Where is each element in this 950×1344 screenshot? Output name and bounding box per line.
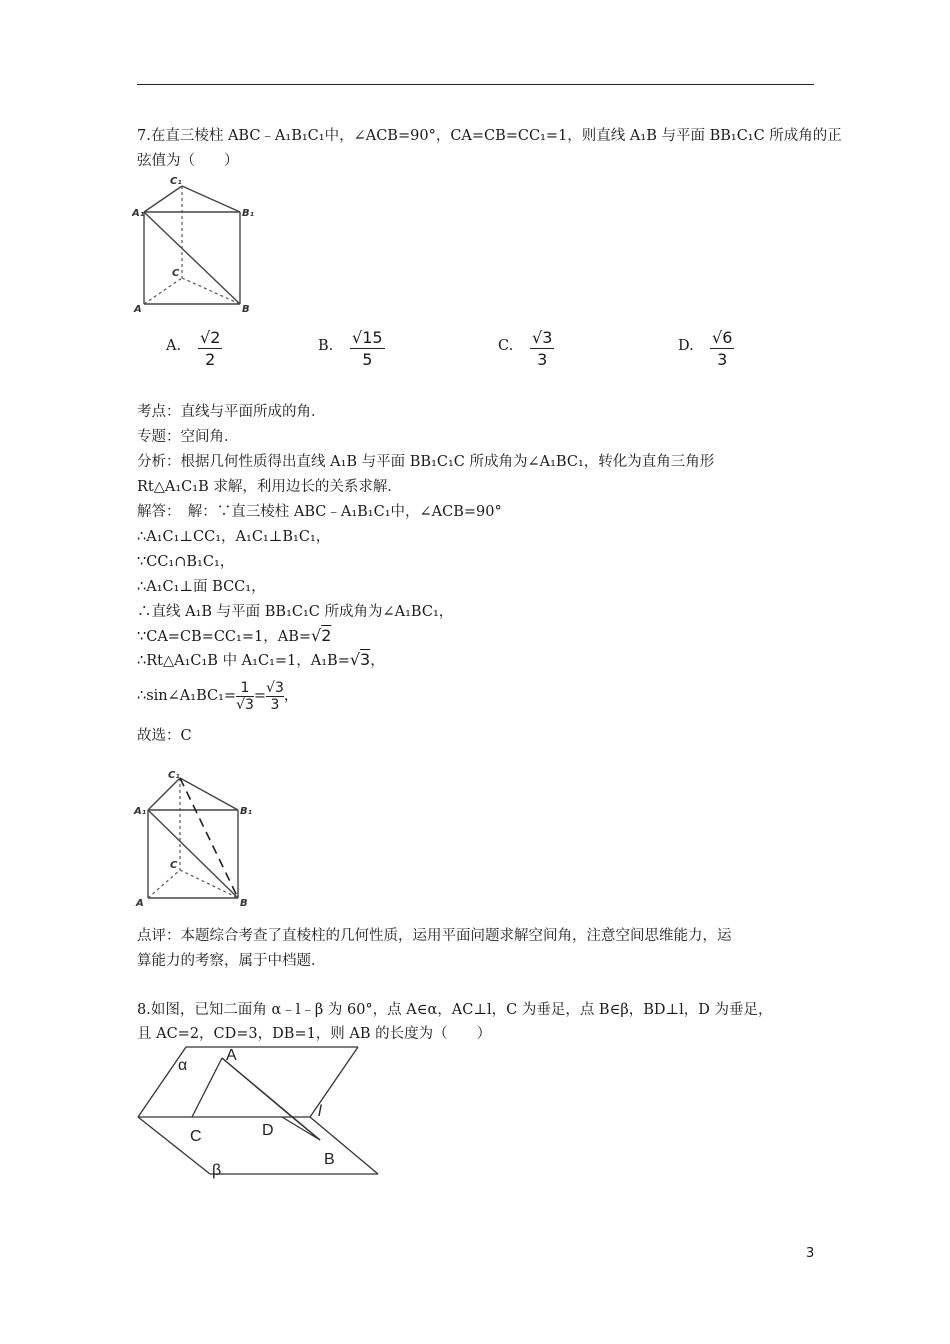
step-5: ∵CA=CB=CC₁=1，AB=√2: [137, 626, 332, 645]
label-C: C: [172, 268, 180, 279]
label-l: l: [318, 1103, 322, 1120]
label-C1: C₁: [168, 770, 180, 781]
label-A: A: [134, 304, 142, 314]
q8-stem-line2: 且 AC=2，CD=3，DB=1，则 AB 的长度为（ ）: [137, 1026, 492, 1042]
q8-dihedral-figure: [132, 1044, 384, 1180]
dianping-line1: 点评：本题综合考查了直棱柱的几何性质，运用平面问题求解空间角，注意空间思维能力，运: [137, 928, 732, 944]
label-A1: A₁: [134, 806, 147, 817]
fenxi-line2: Rt△A₁C₁B 求解，利用边长的关系求解．: [137, 479, 402, 495]
dianping-line2: 算能力的考察，属于中档题．: [137, 953, 326, 969]
step-3: ∴A₁C₁⊥面 BCC₁，: [137, 579, 266, 595]
step-6: ∴Rt△A₁C₁B 中 A₁C₁=1，A₁B=√3，: [137, 650, 385, 669]
guxuan: 故选：C: [137, 728, 192, 744]
page-number: 3: [806, 1246, 815, 1261]
label-B: B: [324, 1151, 335, 1168]
q7-prism-figure: [132, 172, 262, 314]
label-A: A: [136, 898, 144, 908]
header-rule: [137, 84, 814, 85]
fenxi-line1: 分析：根据几何性质得出直线 A₁B 与平面 BB₁C₁C 所成角为∠A₁BC₁，转化为直角三角形: [137, 454, 715, 470]
label-C1: C₁: [170, 176, 182, 187]
q8-stem-line1: 8.如图，已知二面角 α﹣l﹣β 为 60°，点 A∈α，AC⊥l，C 为垂足，点 B∈β，BD⊥l，D 为垂足，: [137, 1002, 773, 1018]
label-C: C: [170, 860, 178, 871]
label-alpha: α: [178, 1057, 188, 1074]
step-2: ∵CC₁∩B₁C₁，: [137, 554, 235, 570]
zhuanti: 专题：空间角．: [137, 429, 239, 445]
label-B1: B₁: [242, 208, 255, 219]
q7-stem-line1: 7.在直三棱柱 ABC﹣A₁B₁C₁中，∠ACB=90°，CA=CB=CC₁=1，则直线 A₁B 与平面 BB₁C₁C 所成角的正: [137, 128, 842, 144]
step-7: $\therefore\sin\angle A_1BC_1=\frac{1}{√3}=\frac{√3}{3}$，: [137, 679, 299, 713]
kaodian: 考点：直线与平面所成的角．: [137, 404, 326, 420]
q7-solution-figure: [132, 766, 262, 908]
label-C: C: [190, 1128, 202, 1145]
step-4: ∴直线 A₁B 与平面 BB₁C₁C 所成角为∠A₁BC₁，: [137, 604, 454, 620]
q7-stem-line2: 弦值为（ ）: [137, 153, 239, 169]
label-B1: B₁: [240, 806, 253, 817]
step-1: ∴A₁C₁⊥CC₁，A₁C₁⊥B₁C₁，: [137, 529, 331, 545]
jieda: 解答： 解：∵直三棱柱 ABC﹣A₁B₁C₁中，∠ACB=90°: [137, 504, 502, 520]
label-D: D: [262, 1122, 274, 1139]
label-beta: β: [212, 1162, 222, 1179]
label-B: B: [240, 898, 248, 908]
label-B: B: [242, 304, 250, 314]
label-A: A: [226, 1047, 237, 1064]
label-A1: A₁: [132, 208, 145, 219]
